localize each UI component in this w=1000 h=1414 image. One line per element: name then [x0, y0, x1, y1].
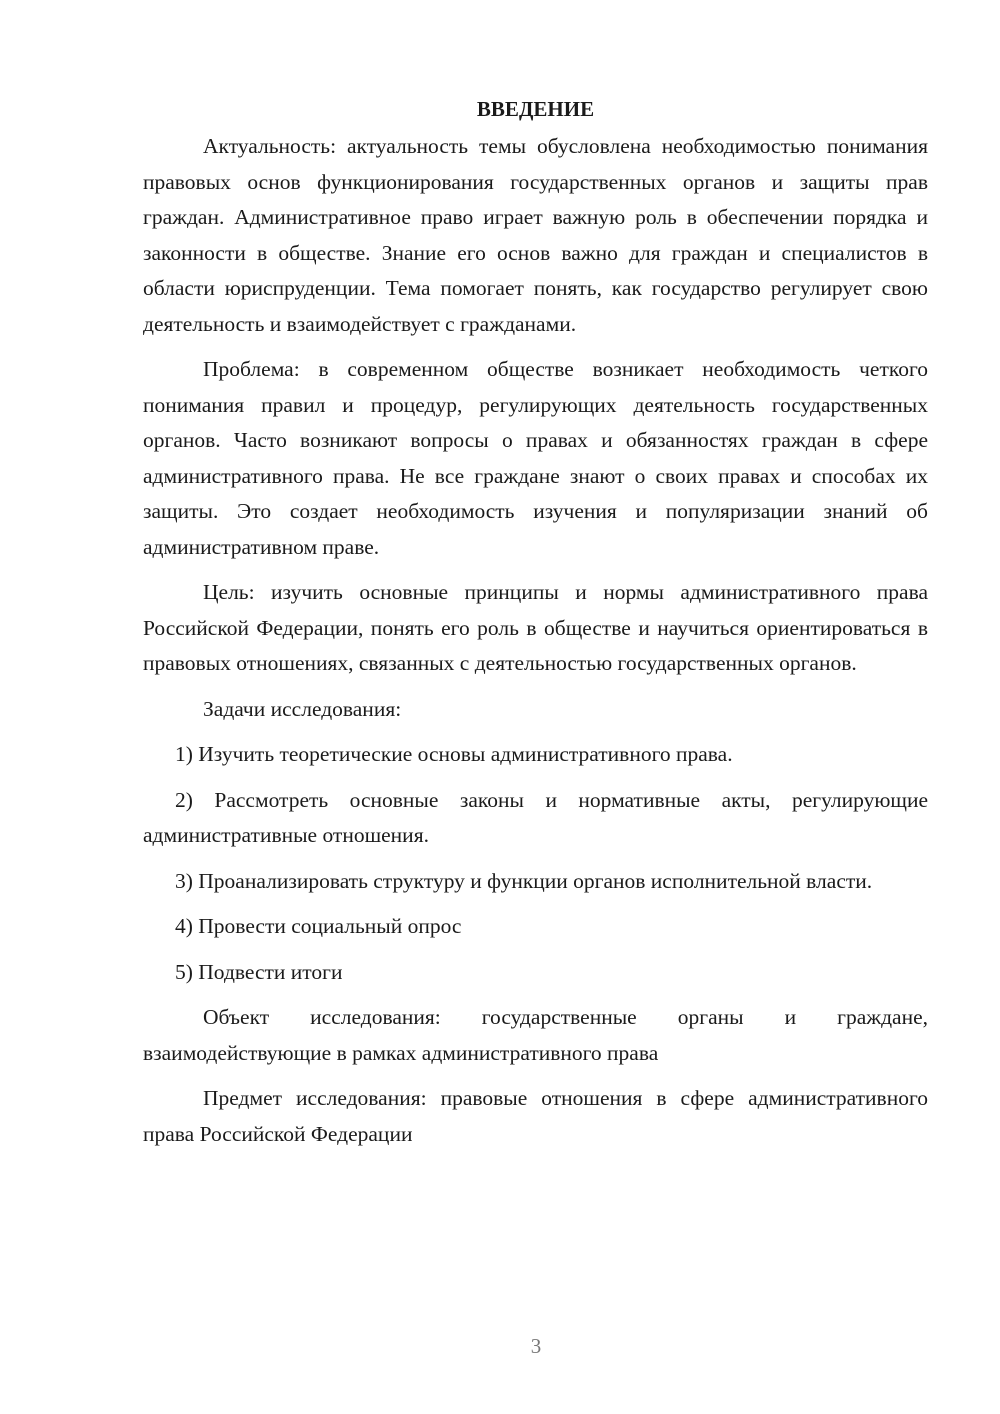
- page-content: [143, 92, 928, 1162]
- paragraph-goal: Цель: изучить основные принципы и нормы административного права Российской Федерации, понять его роль в обществе и научиться ориентироваться в правовых отношениях, связанных с деятельностью государственных органов.: [143, 580, 928, 675]
- page-number: 3: [530, 1334, 542, 1358]
- task-item: 1) Изучить теоретические основы административного права.: [175, 742, 733, 766]
- paragraph-object: Объект исследования: государственные органы и граждане, взаимодействующие в рамках административного права: [143, 1005, 928, 1065]
- page-title: ВВЕДЕНИЕ: [476, 97, 595, 121]
- tasks-heading: Задачи исследования:: [203, 696, 402, 721]
- paragraph-relevance: Актуальность: актуальность темы обусловлена необходимостью понимания правовых основ функционирования государственных органов и защиты прав граждан. Административное право играет важную роль в обеспечении порядка и законности в обществе. Знание его основ важно для граждан и специалистов в области юриспруденции. Тема помогает понять, как государство регулирует свою деятельность и взаимодействует с гражданами.: [143, 134, 928, 336]
- paragraph-problem: Проблема: в современном обществе возникает необходимость четкого понимания правил и процедур, регулирующих деятельность государственных органов. Часто возникают вопросы о правах и обязанностях граждан в сфере административного права. Не все граждане знают о своих правах и способах их защиты. Это создает необходимость изучения и популяризации знаний об административном праве.: [143, 357, 928, 559]
- task-item: 2) Рассмотреть основные законы и нормативные акты, регулирующие административные отношения.: [143, 787, 928, 847]
- paragraph-subject: Предмет исследования: правовые отношения в сфере административного права Российской Федерации: [143, 1086, 928, 1146]
- task-item: 5) Подвести итоги: [175, 959, 343, 984]
- task-item: 4) Провести социальный опрос: [175, 914, 462, 938]
- task-item: 3) Проанализировать структуру и функции органов исполнительной власти.: [175, 868, 873, 893]
